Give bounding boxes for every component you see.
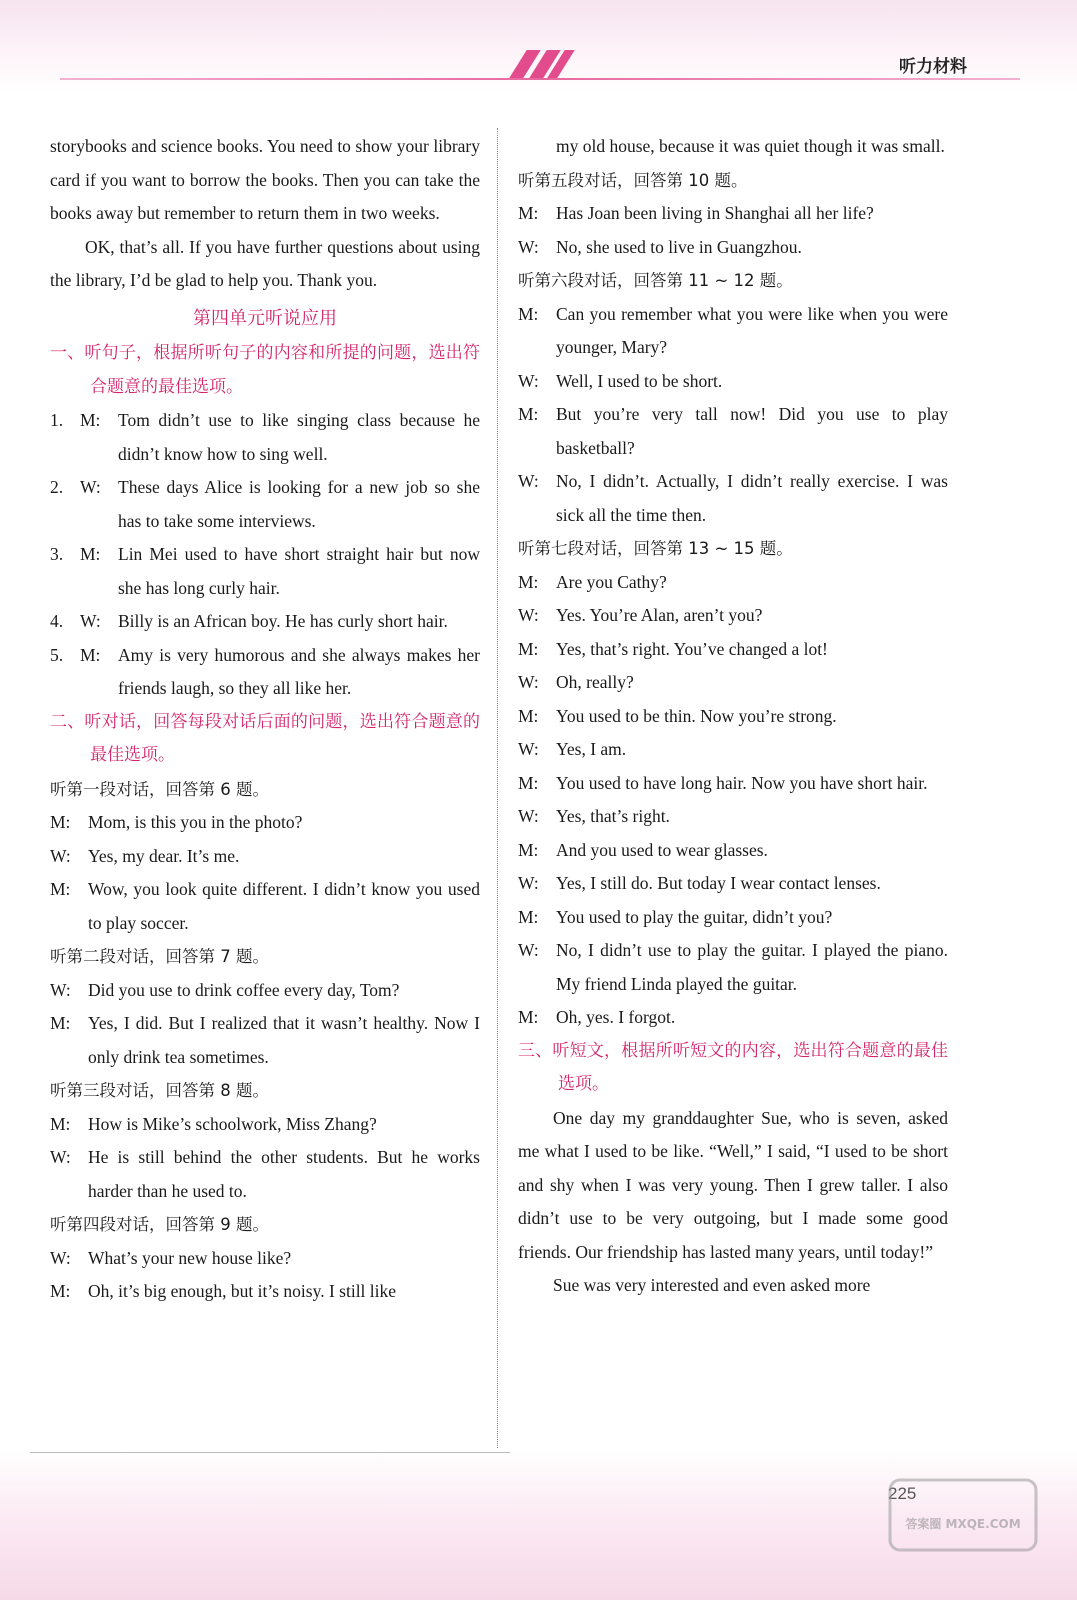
header-stripes-decoration [512, 50, 572, 78]
dialogue-line: M: Mom, is this you in the photo? [50, 812, 303, 832]
page-number: 225 [888, 1484, 917, 1503]
section-1-instruction: 一、听句子，根据所听句子的内容和所提的问题，选出符合题意的最佳选项。 [50, 343, 480, 397]
dialogue-heading: 听第五段对话，回答第 10 题。 [518, 170, 748, 190]
sentence-item: 3. M: Lin Mei used to have short straight hair but now she has long curly hair. [50, 544, 480, 598]
dialogue-heading: 听第二段对话，回答第 7 题。 [50, 947, 269, 966]
dialogue-line: W: Well, I used to be short. [518, 370, 723, 391]
dialogue-heading: 听第七段对话，回答第 13 ~ 15 题。 [518, 539, 793, 558]
dialogue-line: W: Yes, that’s right. [518, 806, 670, 826]
sentence-item: 5. M: Amy is very humorous and she always makes her friends laugh, so they all like her. [50, 644, 480, 698]
dialogue-continuation: my old house, because it was quiet though it was small. [556, 136, 945, 156]
left-column [50, 130, 480, 1309]
column-divider [497, 128, 498, 1448]
dialogue-line: M: Wow, you look quite different. I didn’t know you used to play soccer. [50, 879, 480, 933]
section-3-instruction: 三、听短文，根据所听短文的内容，选出符合题意的最佳选项。 [518, 1040, 948, 1094]
dialogue-line: W: He is still behind the other students. But he works harder than he used to. [50, 1147, 480, 1201]
dialogue-line: M: Has Joan been living in Shanghai all her life? [518, 203, 874, 223]
dialogue-line: W: Yes, my dear. It’s me. [50, 845, 240, 866]
section-2-instruction: 二、听对话，回答每段对话后面的问题，选出符合题意的最佳选项。 [50, 711, 480, 765]
dialogue-line: M: You used to be thin. Now you’re strong. [518, 705, 837, 726]
intro-paragraph-1: storybooks and science books. You need to show your library card if you want to borrow the books. Then you can take the books away but remember to return them in two weeks. [50, 136, 480, 223]
dialogue-line: W: Yes, I am. [518, 739, 627, 759]
page-header [0, 0, 1077, 92]
dialogue-line: M: Are you Cathy? [518, 571, 667, 592]
footer-rule [30, 1452, 510, 1453]
dialogue-line: W: What’s your new house like? [50, 1247, 292, 1268]
passage-paragraph-2: Sue was very interested and even asked more [553, 1275, 871, 1295]
dialogue-line: W: Oh, really? [518, 672, 634, 692]
watermark-logo [888, 1478, 1038, 1588]
passage-paragraph-1: One day my granddaughter Sue, who is seven, asked me what I used to be like. “Well,” I said, “I used to be short and shy when I was very young. Then I grew taller. I also didn’t use to be very outgoing, but I made some good friends. Our friendship has lasted many years, until today!” [518, 1107, 948, 1262]
dialogue-line: W: No, I didn’t use to play the guitar. I played the piano. My friend Linda played the guitar. [518, 940, 948, 994]
dialogue-line: W: Yes, I still do. But today I wear contact lenses. [518, 873, 881, 893]
dialogue-heading: 听第四段对话，回答第 9 题。 [50, 1215, 269, 1234]
intro-paragraph-2: OK, that’s all. If you have further questions about using the library, I’d be glad to help you. Thank you. [50, 236, 480, 290]
dialogue-line: M: Yes, that’s right. You’ve changed a lot! [518, 638, 828, 659]
dialogue-line: M: How is Mike’s schoolwork, Miss Zhang? [50, 1113, 377, 1134]
watermark-text: 答案圈 MXQE.COM [905, 1517, 1021, 1531]
dialogue-line: M: You used to have long hair. Now you have short hair. [518, 772, 928, 793]
dialogue-line: W: No, I didn’t. Actually, I didn’t really exercise. I was sick all the time then. [518, 471, 948, 525]
dialogue-heading: 听第一段对话，回答第 6 题。 [50, 779, 269, 799]
dialogue-line: M: Oh, yes. I forgot. [518, 1007, 676, 1027]
dialogue-line: W: Yes. You’re Alan, aren’t you? [518, 605, 763, 625]
section-title: 听力材料 [899, 57, 967, 77]
dialogue-line: M: But you’re very tall now! Did you use to play basketball? [518, 404, 948, 458]
right-column [518, 130, 948, 1303]
header-rule [60, 78, 1020, 80]
unit-title: 第四单元听说应用 [193, 307, 337, 329]
sentence-item: 1. M: Tom didn’t use to like singing class because he didn’t know how to sing well. [50, 410, 480, 464]
dialogue-line: M: Yes, I did. But I realized that it wasn’t healthy. Now I only drink tea sometimes. [50, 1013, 480, 1067]
dialogue-line: M: You used to play the guitar, didn’t you? [518, 906, 833, 927]
dialogue-heading: 听第三段对话，回答第 8 题。 [50, 1081, 269, 1100]
dialogue-line: W: No, she used to live in Guangzhou. [518, 236, 802, 257]
dialogue-line: W: Did you use to drink coffee every day, Tom? [50, 979, 400, 1000]
dialogue-line: M: And you used to wear glasses. [518, 839, 768, 860]
sentence-item: 2. W: These days Alice is looking for a new job so she has to take some interviews. [50, 477, 480, 531]
dialogue-line: M: Oh, it’s big enough, but it’s noisy. I still like [50, 1281, 397, 1301]
dialogue-heading: 听第六段对话，回答第 11 ~ 12 题。 [518, 271, 793, 290]
sentence-item: 4. W: Billy is an African boy. He has curly short hair. [50, 611, 448, 631]
dialogue-line: M: Can you remember what you were like when you were younger, Mary? [518, 303, 948, 357]
